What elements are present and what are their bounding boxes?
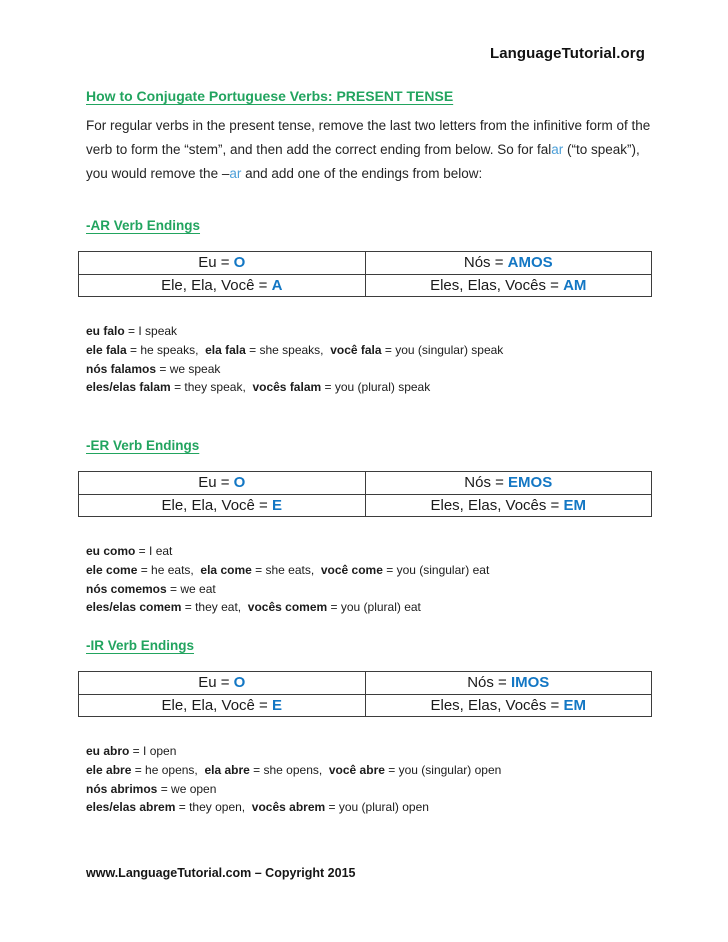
conjugated-verb: nós falamos bbox=[86, 361, 157, 376]
translation-text: = you (plural) open bbox=[325, 800, 429, 815]
table-row bbox=[79, 472, 652, 495]
conjugated-verb: vocês falam bbox=[252, 380, 322, 395]
ending-value: O bbox=[233, 474, 246, 492]
translation-text: = you (singular) eat bbox=[382, 562, 490, 577]
example-block-ir bbox=[86, 742, 501, 817]
translation-text: = we speak bbox=[156, 361, 221, 376]
translation-text: = I speak bbox=[124, 324, 178, 338]
table-cell bbox=[365, 672, 652, 695]
intro-paragraph bbox=[86, 114, 652, 186]
table-row bbox=[79, 274, 652, 297]
pronoun-label: Ele, Ela, Você = bbox=[161, 696, 272, 714]
conjugated-verb: vocês abrem bbox=[251, 800, 326, 815]
conjugated-verb: eles/elas comem bbox=[86, 600, 182, 615]
translation-text: = they eat, bbox=[181, 600, 248, 615]
ending-value: O bbox=[233, 254, 246, 272]
table-cell bbox=[79, 274, 366, 297]
section-heading-ar: -AR Verb Endings bbox=[86, 218, 201, 233]
conjugated-verb: eles/elas falam bbox=[86, 380, 171, 395]
table-cell bbox=[365, 472, 652, 495]
conjugated-verb: eles/elas abrem bbox=[86, 800, 176, 815]
conjugated-verb: eu falo bbox=[86, 324, 125, 338]
example-line bbox=[86, 561, 489, 580]
table-row bbox=[79, 494, 652, 517]
table-cell bbox=[365, 252, 652, 275]
table-row bbox=[79, 672, 652, 695]
pronoun-label: Nós = bbox=[467, 674, 511, 692]
table-row bbox=[79, 252, 652, 275]
endings-table-ar bbox=[78, 251, 652, 297]
ending-value: EM bbox=[563, 696, 586, 714]
example-line bbox=[86, 580, 489, 599]
section-heading-er: -ER Verb Endings bbox=[86, 438, 200, 453]
example-block-ar bbox=[86, 322, 503, 397]
pronoun-label: Nós = bbox=[463, 254, 508, 272]
translation-text: = you (singular) speak bbox=[381, 342, 504, 357]
example-line bbox=[86, 761, 501, 780]
conjugated-verb: eu abro bbox=[86, 744, 130, 758]
pronoun-label: Nós = bbox=[464, 474, 509, 492]
ending-value: O bbox=[233, 674, 246, 692]
table-cell bbox=[79, 494, 366, 517]
example-line bbox=[86, 742, 501, 761]
pronoun-label: Ele, Ela, Você = bbox=[161, 276, 272, 294]
conjugated-verb: ela abre bbox=[204, 762, 250, 777]
pronoun-label: Eles, Elas, Vocês = bbox=[430, 496, 564, 514]
conjugated-verb: vocês comem bbox=[247, 600, 328, 615]
ending-value: AM bbox=[563, 276, 587, 294]
endings-table-ir bbox=[78, 671, 652, 717]
translation-text: = I open bbox=[129, 744, 177, 758]
translation-text: = you (plural) speak bbox=[321, 380, 431, 395]
pronoun-label: Eles, Elas, Vocês = bbox=[430, 276, 564, 294]
example-line bbox=[86, 378, 503, 397]
conjugated-verb: ela fala bbox=[205, 342, 246, 357]
intro-text: For regular verbs in the present tense, remove the last two letters from the infinitive form of the verb to form the “stem”, and then add the correct ending from below. So for fal bbox=[86, 118, 651, 157]
table-cell bbox=[79, 472, 366, 495]
conjugated-verb: ele come bbox=[86, 562, 138, 577]
verb-ending-highlight: ar bbox=[551, 142, 564, 157]
endings-table-er bbox=[78, 471, 652, 517]
translation-text: = they speak, bbox=[170, 380, 253, 395]
conjugated-verb: ela come bbox=[200, 562, 252, 577]
verb-section-ir bbox=[0, 638, 728, 838]
verb-section-er bbox=[0, 438, 728, 638]
page-title: How to Conjugate Portuguese Verbs: PRESENT TENSE bbox=[86, 88, 454, 104]
example-line bbox=[86, 360, 503, 379]
intro-text: (“to speak”), you would remove the – bbox=[86, 142, 640, 181]
table-cell bbox=[79, 252, 366, 275]
conjugated-verb: você abre bbox=[328, 762, 385, 777]
translation-text: = she eats, bbox=[251, 562, 321, 577]
example-line bbox=[86, 542, 489, 561]
table-cell bbox=[365, 274, 652, 297]
translation-text: = she speaks, bbox=[245, 342, 331, 357]
ending-value: E bbox=[271, 696, 282, 714]
translation-text: = you (plural) eat bbox=[327, 600, 421, 615]
ending-value: EMOS bbox=[508, 474, 553, 492]
ending-value: EM bbox=[563, 496, 586, 514]
verb-section-ar bbox=[0, 218, 728, 418]
example-block-er bbox=[86, 542, 489, 617]
ending-value: A bbox=[271, 276, 283, 294]
section-heading-ir: -IR Verb Endings bbox=[86, 638, 195, 653]
example-line bbox=[86, 798, 501, 817]
pronoun-label: Eles, Elas, Vocês = bbox=[430, 696, 564, 714]
table-row bbox=[79, 694, 652, 717]
translation-text: = he eats, bbox=[137, 562, 201, 577]
conjugated-verb: nós comemos bbox=[86, 581, 167, 596]
translation-text: = we open bbox=[157, 781, 217, 796]
example-line bbox=[86, 598, 489, 617]
table-cell bbox=[79, 672, 366, 695]
table-cell bbox=[365, 494, 652, 517]
table-cell bbox=[365, 694, 652, 717]
conjugated-verb: ele fala bbox=[86, 342, 127, 357]
pronoun-label: Eu = bbox=[198, 254, 234, 272]
translation-text: = he speaks, bbox=[126, 342, 206, 357]
translation-text: = you (singular) open bbox=[384, 762, 502, 777]
translation-text: = I eat bbox=[135, 544, 173, 558]
translation-text: = she opens, bbox=[249, 762, 329, 777]
site-name: LanguageTutorial.org bbox=[489, 45, 645, 62]
conjugated-verb: eu como bbox=[86, 544, 136, 558]
verb-ending-highlight: ar bbox=[229, 166, 242, 181]
example-line bbox=[86, 322, 503, 341]
conjugated-verb: você fala bbox=[330, 342, 382, 357]
ending-value: AMOS bbox=[507, 254, 553, 272]
translation-text: = he opens, bbox=[131, 762, 205, 777]
table-cell bbox=[79, 694, 366, 717]
conjugated-verb: você come bbox=[320, 562, 383, 577]
ending-value: IMOS bbox=[510, 674, 550, 692]
example-line bbox=[86, 341, 503, 360]
footer-text: www.LanguageTutorial.com – Copyright 2015 bbox=[86, 866, 356, 880]
pronoun-label: Eu = bbox=[198, 474, 234, 492]
example-line bbox=[86, 780, 501, 799]
pronoun-label: Ele, Ela, Você = bbox=[161, 496, 272, 514]
translation-text: = they open, bbox=[175, 800, 252, 815]
conjugated-verb: nós abrimos bbox=[86, 781, 158, 796]
ending-value: E bbox=[271, 496, 282, 514]
intro-text: and add one of the endings from below: bbox=[241, 166, 483, 181]
translation-text: = we eat bbox=[166, 581, 216, 596]
conjugated-verb: ele abre bbox=[86, 762, 132, 777]
pronoun-label: Eu = bbox=[198, 674, 234, 692]
